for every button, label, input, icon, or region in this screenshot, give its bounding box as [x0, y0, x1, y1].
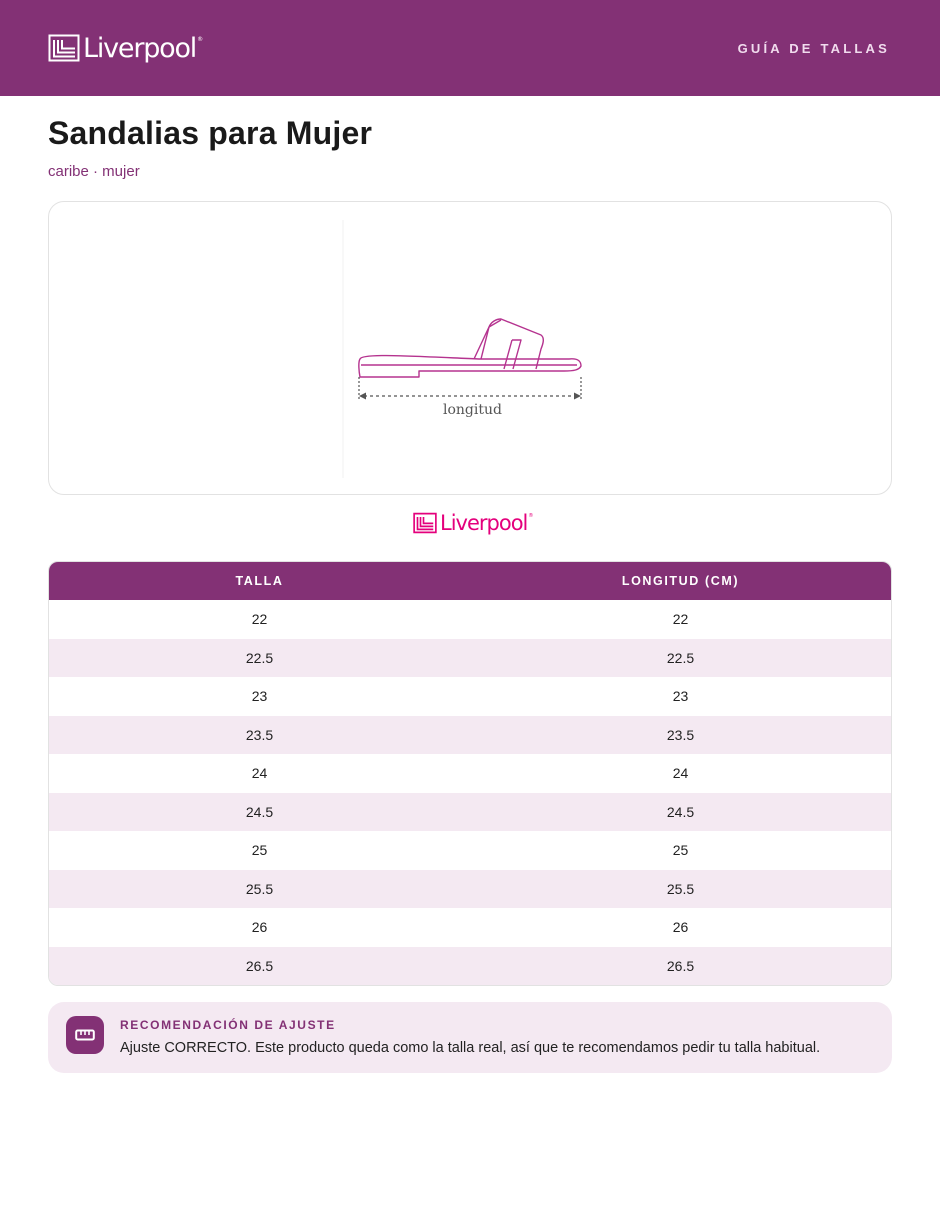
fit-recommendation-box [48, 1002, 892, 1073]
size-cell: 24 [251, 765, 268, 782]
table-row [49, 908, 891, 947]
size-cell: 26.5 [245, 957, 274, 974]
table-row [49, 639, 891, 678]
table-row [49, 793, 891, 832]
length-measure-label: longitud [443, 402, 502, 418]
liverpool-mark-icon [413, 512, 437, 534]
size-cell: 23.5 [245, 726, 274, 743]
size-cell: 22.5 [245, 649, 274, 666]
size-cell: 23 [251, 688, 268, 705]
page-title: Sandalias para Mujer [48, 115, 373, 151]
length-cell: 25 [672, 842, 689, 859]
size-cell: 25.5 [245, 880, 274, 897]
size-guide-label: GUÍA DE TALLAS [737, 40, 890, 56]
ruler-icon [66, 1016, 104, 1054]
table-header-row [49, 562, 891, 600]
length-cell: 22.5 [666, 649, 695, 666]
length-cell: 26 [672, 919, 689, 936]
size-cell: 26 [251, 919, 268, 936]
liverpool-brand-logo-text: Liverpool ® [440, 510, 534, 535]
size-cell: 22 [251, 611, 268, 628]
table-row [49, 600, 891, 639]
liverpool-brand-logo [413, 510, 534, 535]
header-bar [0, 0, 940, 96]
table-row [49, 677, 891, 716]
table-row [49, 870, 891, 909]
liverpool-logo-text: Liverpool ® [83, 32, 204, 64]
table-row [49, 947, 891, 986]
sandal-diagram-card [48, 201, 892, 495]
table-row [49, 831, 891, 870]
product-subtitle: caribe · mujer [48, 163, 140, 180]
liverpool-mark-icon [48, 34, 80, 62]
length-cell: 24.5 [666, 803, 695, 820]
recommendation-text: Ajuste CORRECTO. Este producto queda como la talla real, así que te recomendamos pedir tu talla habitual. [120, 1040, 821, 1056]
size-table [48, 561, 892, 986]
length-cell: 25.5 [666, 880, 695, 897]
length-cell: 23 [672, 688, 689, 705]
length-cell: 22 [672, 611, 689, 628]
column-header-longitud: LONGITUD (CM) [621, 574, 740, 588]
sandal-outline-icon [49, 202, 893, 496]
length-cell: 26.5 [666, 957, 695, 974]
length-cell: 23.5 [666, 726, 695, 743]
size-cell: 24.5 [245, 803, 274, 820]
table-row [49, 716, 891, 755]
liverpool-logo[interactable] [48, 32, 204, 64]
table-row [49, 754, 891, 793]
size-cell: 25 [251, 842, 268, 859]
length-cell: 24 [672, 765, 689, 782]
recommendation-title: RECOMENDACIÓN DE AJUSTE [120, 1018, 336, 1032]
column-header-talla: TALLA [235, 574, 284, 588]
